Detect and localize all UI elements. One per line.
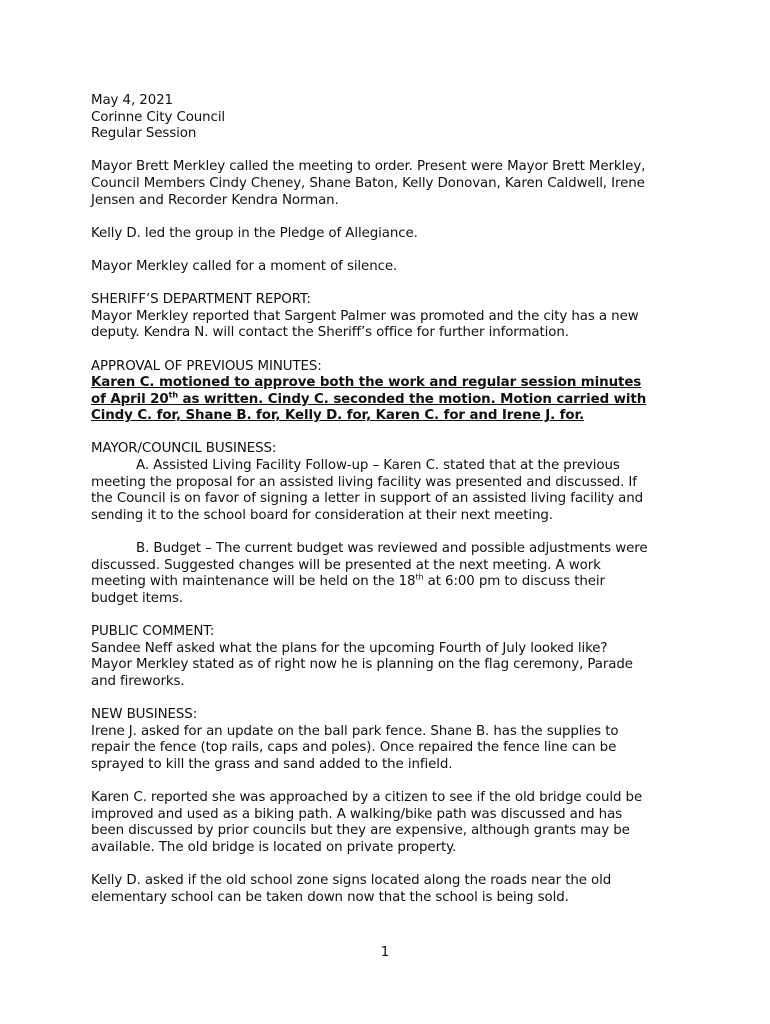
school-signs-paragraph [91, 873, 681, 906]
council-name: Corinne City Council [91, 109, 226, 125]
text-line: Kelly D. led the group in the Pledge of Allegiance. [91, 225, 418, 241]
mayor-business-section [91, 441, 681, 524]
item-b-line: discussed. Suggested changes will be presented at the next meeting. A work [91, 557, 601, 573]
text-line: Kelly D. asked if the old school zone signs located along the roads near the old [91, 872, 612, 888]
motion-text: of April 20 [91, 391, 169, 407]
text-line: Mayor Merkley called for a moment of silence. [91, 258, 398, 274]
section-heading: PUBLIC COMMENT: [91, 624, 215, 639]
item-b-text: at 6:00 pm to discuss their [423, 574, 605, 590]
item-b-line: budget items. [91, 590, 183, 606]
item-a-line: sending it to the school board for consideration at their next meeting. [91, 507, 553, 523]
text-line: and fireworks. [91, 673, 185, 689]
meeting-date: May 4, 2021 [91, 93, 173, 108]
text-line: repair the fence (top rails, caps and poles). Once repaired the fence line can be [91, 740, 617, 756]
new-business-section [91, 707, 681, 773]
text-line: Mayor Merkley stated as of right now he is planning on the flag ceremony, Parade [91, 657, 633, 673]
minutes-section [91, 359, 681, 425]
text-line: been discussed by prior councils but they are expensive, although grants may be [91, 823, 630, 839]
motion-line: Karen C. motioned to approve both the work and regular session minutes [91, 375, 642, 391]
text-line: sprayed to kill the grass and sand added to the infield. [91, 756, 453, 772]
document-body [91, 93, 681, 923]
opening-paragraph [91, 159, 681, 209]
motion-line [91, 392, 681, 409]
section-heading: NEW BUSINESS: [91, 706, 198, 722]
text-line: available. The old bridge is located on private property. [91, 839, 457, 855]
silence-paragraph [91, 259, 681, 276]
pledge-paragraph [91, 226, 681, 243]
motion-text: as written. Cindy C. seconded the motion. Motion carried with [177, 391, 647, 407]
section-heading: APPROVAL OF PREVIOUS MINUTES: [91, 358, 322, 374]
text-line: deputy. Kendra N. will contact the Sheriff’s office for further information. [91, 325, 569, 341]
item-b-line [91, 574, 681, 591]
text-line: Jensen and Recorder Kendra Norman. [91, 192, 339, 208]
text-line: Karen C. reported she was approached by a citizen to see if the old bridge could be [91, 789, 643, 805]
item-b-line: B. Budget – The current budget was reviewed and possible adjustments were [136, 541, 648, 557]
text-line: Council Members Cindy Cheney, Shane Baton, Kelly Donovan, Karen Caldwell, Irene [91, 175, 645, 191]
session-type: Regular Session [91, 126, 197, 142]
budget-item [91, 541, 681, 607]
text-line: Sandee Neff asked what the plans for the upcoming Fourth of July looked like? [91, 640, 608, 656]
section-heading: MAYOR/COUNCIL BUSINESS: [91, 441, 277, 457]
sheriff-section [91, 292, 681, 342]
item-a-line: meeting the proposal for an assisted living facility was presented and discussed. If [91, 474, 637, 490]
text-line: Mayor Merkley reported that Sargent Palmer was promoted and the city has a new [91, 308, 639, 324]
ordinal-suffix: th [168, 390, 178, 400]
ordinal-suffix: th [415, 572, 424, 582]
item-a-line: the Council is on favor of signing a letter in support of an assisted living facility and [91, 491, 644, 507]
section-heading: SHERIFF’S DEPARTMENT REPORT: [91, 292, 311, 308]
public-comment-section [91, 624, 681, 690]
text-line: elementary school can be taken down now that the school is being sold. [91, 889, 569, 905]
text-line: Mayor Brett Merkley called the meeting to order. Present were Mayor Brett Merkley, [91, 159, 646, 175]
motion-line: Cindy C. for, Shane B. for, Kelly D. for, Karen C. for and Irene J. for. [91, 408, 585, 424]
document-header [91, 93, 681, 143]
item-a-line: A. Assisted Living Facility Follow-up – Karen C. stated that at the previous [136, 458, 620, 474]
page-number: 1 [380, 945, 390, 960]
text-line: improved and used as a biking path. A walking/bike path was discussed and has [91, 806, 623, 822]
bridge-paragraph [91, 790, 681, 856]
item-b-text: meeting with maintenance will be held on the 18 [91, 574, 416, 590]
text-line: Irene J. asked for an update on the ball park fence. Shane B. has the supplies to [91, 723, 619, 739]
